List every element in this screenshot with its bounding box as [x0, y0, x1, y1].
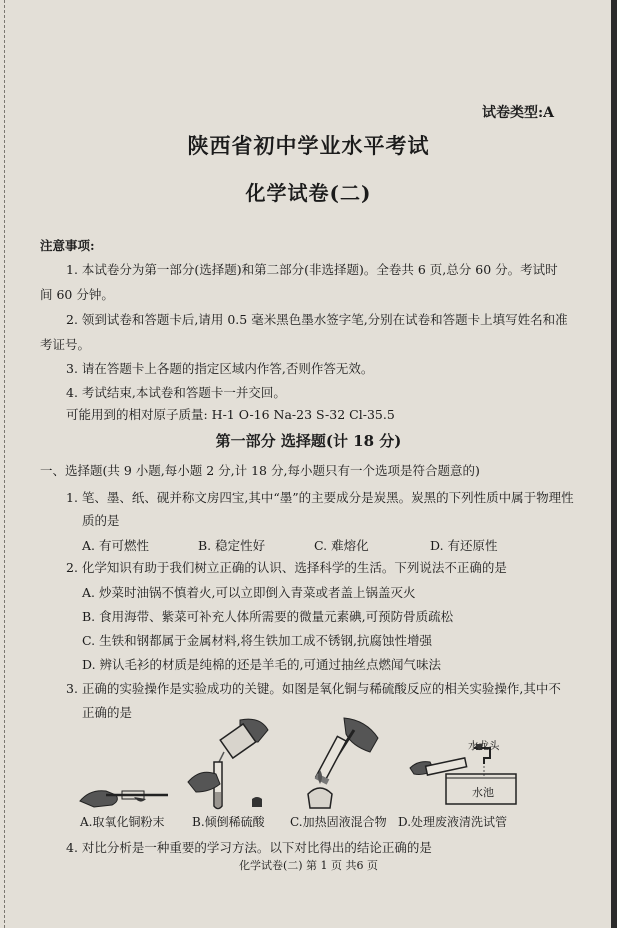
question-1-option-c: C. 难熔化 [314, 538, 369, 553]
atomic-mass-line: 可能用到的相对原子质量: H-1 O-16 Na-23 S-32 Cl-35.5 [66, 407, 395, 422]
reagent-bottle-icon [250, 795, 264, 807]
figure-d-caption: D.处理废液清洗试管 [398, 815, 508, 829]
question-3-stem-cont: 正确的是 [82, 705, 133, 720]
question-2-option-b: B. 食用海带、紫菜可补充人体所需要的微量元素碘,可预防骨质疏松 [82, 609, 454, 624]
notice-line: 2. 领到试卷和答题卡后,请用 0.5 毫米黑色墨水签字笔,分别在试卷和答题卡上填写姓名和准 [66, 312, 568, 327]
question-1-stem: 1. 笔、墨、纸、砚并称文房四宝,其中“墨”的主要成分是炭黑。炭黑的下列性质中属于物理性 [66, 490, 574, 505]
question-1-option-b: B. 稳定性好 [198, 538, 266, 553]
question-2-option-a: A. 炒菜时油锅不慎着火,可以立即倒入青菜或者盖上锅盖灭火 [82, 585, 416, 600]
question-2-option-d: D. 辨认毛衫的材质是纯棉的还是羊毛的,可通过抽丝点燃闻气味法 [82, 657, 441, 672]
question-2-option-c: C. 生铁和钢都属于金属材料,将生铁加工成不锈钢,抗腐蚀性增强 [82, 633, 433, 648]
notice-line: 4. 考试结束,本试卷和答题卡一并交回。 [66, 385, 286, 400]
question-1-stem-cont: 质的是 [82, 513, 120, 528]
figure-c-caption: C.加热固液混合物 [290, 815, 387, 829]
notice-heading: 注意事项: [40, 238, 95, 253]
section-heading: 第一部分 选择题(计 18 分) [215, 432, 402, 450]
figure-a-taking-powder [76, 775, 172, 813]
section-instructions: 一、选择题(共 9 小题,每小题 2 分,计 18 分,每小题只有一个选项是符合题意的) [40, 463, 480, 478]
question-1-option-d: D. 有还原性 [430, 538, 498, 553]
notice-line: 1. 本试卷分为第一部分(选择题)和第二部分(非选择题)。全卷共 6 页,总分 60 分。考试时 [66, 262, 558, 277]
figure-a-caption: A.取氧化铜粉末 [80, 815, 165, 829]
figure-c-heating-mixture [296, 716, 386, 812]
notice-line: 考证号。 [40, 337, 91, 352]
notice-line: 间 60 分钟。 [40, 287, 114, 302]
question-1-option-a: A. 有可燃性 [82, 538, 149, 553]
page-footer: 化学试卷(二) 第 1 页 共6 页 [238, 859, 379, 872]
sink-label: 水池 [472, 786, 494, 799]
notice-line: 3. 请在答题卡上各题的指定区域内作答,否则作答无效。 [66, 361, 374, 376]
question-3-stem: 3. 正确的实验操作是实验成功的关键。如图是氧化铜与稀硫酸反应的相关实验操作,其中不 [66, 681, 561, 696]
tap-label: 水龙头 [468, 740, 500, 752]
figure-b-caption: B.倾倒稀硫酸 [192, 815, 265, 829]
question-2-stem: 2. 化学知识有助于我们树立正确的认识、选择科学的生活。下列说法不正确的是 [66, 560, 507, 575]
paper-type-label: 试卷类型:A [482, 105, 555, 121]
exam-subtitle: 化学试卷(二) [245, 181, 372, 205]
exam-title: 陕西省初中学业水平考试 [187, 133, 430, 158]
question-4-stem: 4. 对比分析是一种重要的学习方法。以下对比得出的结论正确的是 [66, 840, 432, 855]
figure-d-cleaning-tube [404, 738, 522, 810]
